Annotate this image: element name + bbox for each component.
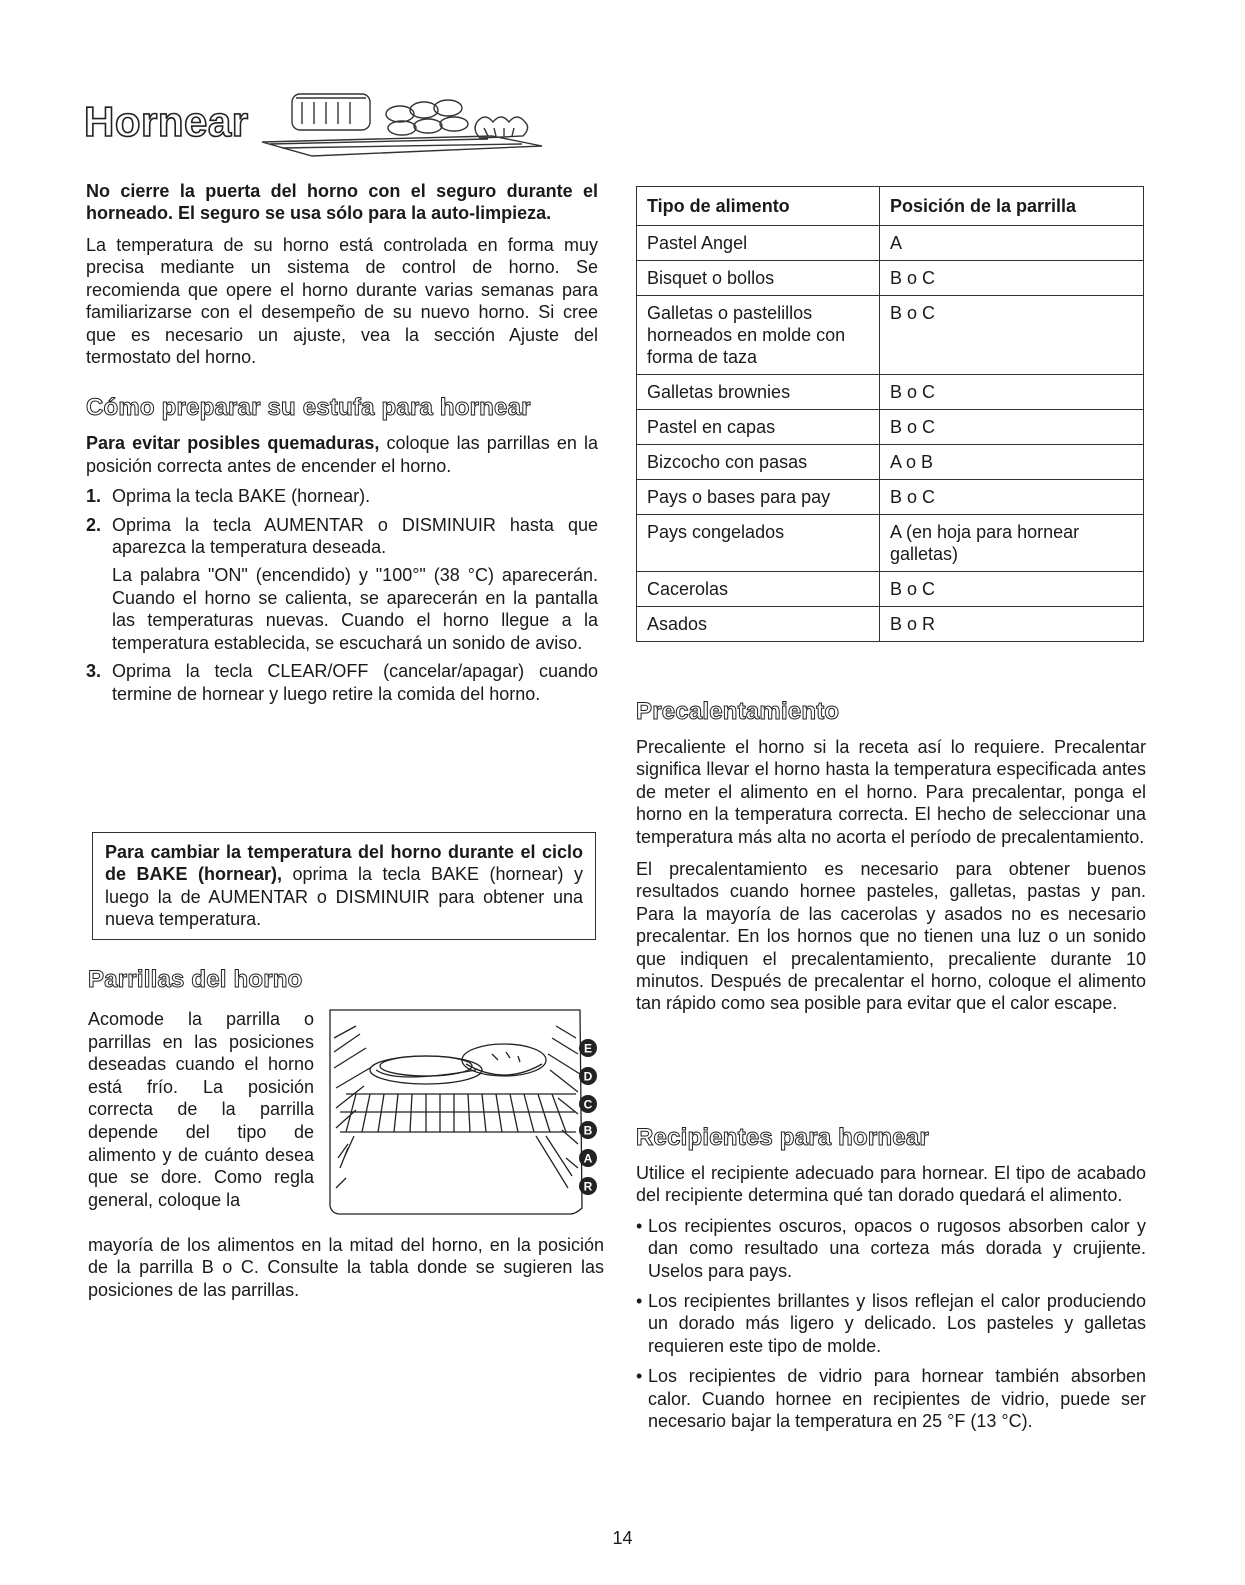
table-cell: Bisquet o bollos [637, 261, 880, 296]
table-header-row [637, 187, 1144, 226]
table-row [637, 375, 1144, 410]
table-cell: B o C [880, 480, 1144, 515]
right-column [636, 186, 1146, 642]
step-text: Oprima la tecla CLEAR/OFF (cancelar/apagar) cuando termine de hornear y luego retire la comida del horno. [112, 661, 598, 704]
warning-text: No cierre la puerta del horno con el seguro durante el horneado. El seguro se usa sólo para la auto-limpieza. [86, 181, 598, 223]
table-row [637, 445, 1144, 480]
rack-label-e: E [583, 1041, 593, 1056]
prepare-lead [86, 432, 598, 477]
table-cell: B o C [880, 572, 1144, 607]
table-row [637, 515, 1144, 572]
rack-position-table [636, 186, 1144, 642]
table-cell: B o C [880, 410, 1144, 445]
rack-label-a: A [583, 1151, 593, 1166]
step-text: Oprima la tecla BAKE (hornear). [112, 486, 371, 507]
note-rest: oprima la tecla BAKE (hornear) y luego la de AUMENTAR o DISMINUIR para obtener una nueva temperatura. [105, 864, 583, 930]
step-number: 3. [86, 661, 102, 682]
table-cell: A o B [880, 445, 1144, 480]
pans-bullet-item: • Los recipientes oscuros, opacos o rugosos absorben calor y dan como resultado una corteza más dorada y crujiente. Uselos para pays. [636, 1215, 1146, 1282]
table-cell: A (en hoja para hornear galletas) [880, 515, 1144, 572]
table-cell: A [880, 226, 1144, 261]
baking-pans-icon [252, 84, 552, 164]
table-row [637, 226, 1144, 261]
table-header-food: Tipo de alimento [637, 187, 880, 226]
racks-text-part2: mayoría de los alimentos en la mitad del horno, en la posición de la parrilla B o C. Consulte la tabla donde se sugieren las posiciones de las parrillas. [88, 1235, 604, 1300]
table-row [637, 480, 1144, 515]
step-item [86, 485, 598, 507]
table-cell: B o C [880, 296, 1144, 375]
table-cell: Cacerolas [637, 572, 880, 607]
step-item [86, 514, 598, 654]
table-cell: B o C [880, 261, 1144, 296]
left-column [86, 180, 598, 705]
pans-bullet-item: • Los recipientes de vidrio para hornear también absorben calor. Cuando hornee en recipientes de vidrio, puede ser necesario bajar la temperatura en 25 °F (13 °C). [636, 1365, 1146, 1432]
intro-paragraph: La temperatura de su horno está controlada en forma muy precisa mediante un sistema de control de horno. Se recomienda que opere el horno durante varias semanas para familiarizarse con el desempeño de su nuevo horno. Si cree que es necesario un ajuste, vea la sección Ajuste del termostato del horno. [86, 235, 598, 368]
pans-heading: Recipientes para hornear [636, 1124, 929, 1151]
page-number: 14 [612, 1528, 633, 1548]
oven-rack-diagram [326, 1008, 602, 1218]
preheat-heading: Precalentamiento [636, 698, 840, 725]
racks-text-part1: Acomode la parrilla o parrillas en las posiciones deseadas cuando el horno está frío. La posición correcta de la parrilla depende del tipo de alimento y de cuánto desea que se dore. Como regla general, coloque la [88, 1009, 314, 1210]
prepare-steps [86, 485, 598, 705]
step-subtext: La palabra "ON" (encendido) y "100°" (38 °C) aparecerán. Cuando el horno se calienta, se aparecerán en la pantalla las temperaturas nuevas. Cuando el horno llegue a la temperatura establecida, se escuchará un sonido de aviso. [112, 565, 598, 653]
note-bold: Para cambiar la temperatura del horno durante el ciclo de BAKE (hornear), [105, 842, 583, 885]
table-cell: Pays o bases para pay [637, 480, 880, 515]
step-number: 1. [86, 486, 102, 507]
prepare-lead-rest: coloque las parrillas en la posición correcta antes de encender el horno. [86, 433, 598, 476]
prepare-lead-bold: Para evitar posibles quemaduras, [86, 433, 380, 454]
table-row [637, 410, 1144, 445]
table-cell: Pastel Angel [637, 226, 880, 261]
racks-wrapped-text [88, 1008, 314, 1211]
rack-label-b: B [583, 1123, 593, 1138]
table-cell: B o C [880, 375, 1144, 410]
table-cell: B o R [880, 607, 1144, 642]
step-item [86, 660, 598, 705]
preheat-p2: El precalentamiento es necesario para obtener buenos resultados cuando hornee pasteles, galletas, pastas y pan. Para la mayoría de las cacerolas y asados no es necesario precalentar. En los hornos que no tienen una luz o un sonido que indiquen el precalentamiento, precaliente durante 10 minutos. Después de precalentar el horno, coloque el alimento tan rápido como sea posible para evitar que el calor escape. [636, 859, 1146, 1014]
table-cell: Pastel en capas [637, 410, 880, 445]
table-cell: Bizcocho con pasas [637, 445, 880, 480]
pans-intro: Utilice el recipiente adecuado para hornear. El tipo de acabado del recipiente determina qué tan dorado quedará el alimento. [636, 1163, 1146, 1206]
table-cell: Asados [637, 607, 880, 642]
rack-label-c: C [583, 1097, 593, 1112]
table-cell: Galletas brownies [637, 375, 880, 410]
pans-bullet-item: • Los recipientes brillantes y lisos reflejan el calor produciendo un dorado más ligero y delicado. Los pasteles y galletas requieren este tipo de molde. [636, 1290, 1146, 1357]
step-number: 2. [86, 514, 102, 535]
pans-bullets [636, 1215, 1146, 1433]
step-text: Oprima la tecla AUMENTAR o DISMINUIR hasta que aparezca la temperatura deseada. [112, 514, 598, 558]
pans-section [636, 1124, 1146, 1440]
table-header-position: Posición de la parrilla [880, 187, 1144, 226]
preheat-section [636, 698, 1146, 1015]
rack-label-d: D [583, 1069, 593, 1084]
table-row [637, 607, 1144, 642]
preheat-p1: Precaliente el horno si la receta así lo requiere. Precalentar significa llevar el horno hasta la temperatura especificada antes de meter el alimento en el horno. Para precalentar, ponga el horno en la temperatura correcta. El hecho de seleccionar una temperatura más alta no acorta el período de precalentamiento. [636, 737, 1146, 847]
prepare-heading: Cómo preparar su estufa para hornear [86, 394, 531, 422]
note-box [92, 832, 596, 940]
table-row [637, 572, 1144, 607]
rack-label-r: R [583, 1179, 593, 1194]
table-row [637, 296, 1144, 375]
racks-heading: Parrillas del horno [88, 966, 303, 993]
table-row [637, 261, 1144, 296]
table-cell: Pays congelados [637, 515, 880, 572]
note-text [105, 841, 583, 931]
page-title: Hornear [84, 98, 249, 145]
table-cell: Galletas o pastelillos horneados en molde con forma de taza [637, 296, 880, 375]
